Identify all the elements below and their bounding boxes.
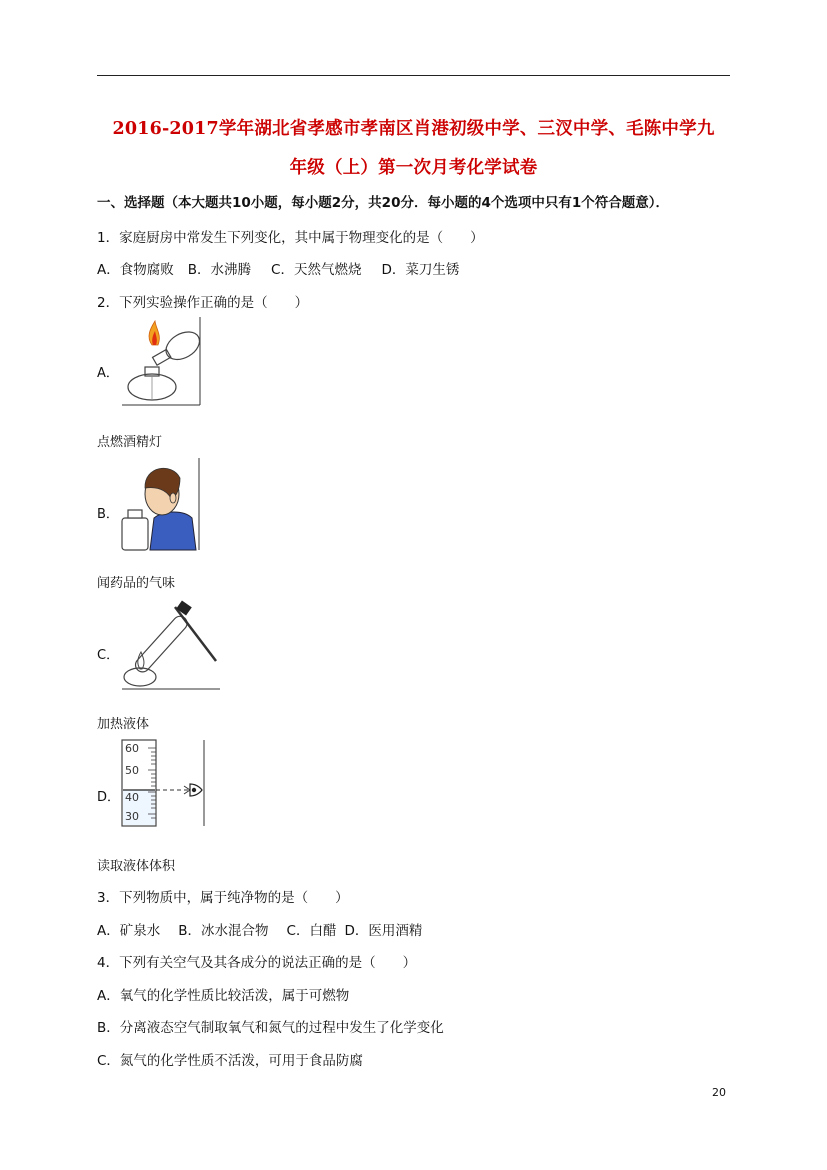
- heating-liquid-figure: [120, 597, 222, 691]
- header-rule: [97, 75, 730, 76]
- section-heading: 一、选择题（本大题共10小题，每小题2分，共20分．每小题的4个选项中只有1个符合题意）．: [97, 195, 670, 211]
- q1-option-d: D．菜刀生锈: [381, 262, 460, 278]
- q4-option-a: A．氧气的化学性质比较活泼，属于可燃物: [97, 988, 350, 1004]
- graduated-cylinder-figure: [120, 738, 208, 828]
- q3-option-d: D．医用酒精: [344, 923, 423, 939]
- scale-label-40: 40: [125, 791, 139, 804]
- q3-stem: 3．下列物质中，属于纯净物的是（ ）: [97, 890, 349, 906]
- scale-label-30: 30: [125, 810, 139, 823]
- scale-label-50: 50: [125, 764, 139, 777]
- q4-option-c: C．氮气的化学性质不活泼，可用于食品防腐: [97, 1053, 363, 1069]
- q1-option-b: B．水沸腾: [187, 262, 252, 278]
- q2-b-label: B．: [97, 507, 119, 522]
- q1-option-a: A．食物腐败: [97, 262, 174, 278]
- q2-c-label: C．: [97, 648, 120, 663]
- q2-c-caption: 加热液体: [97, 717, 150, 732]
- alcohol-lamp-lighting-figure: [120, 315, 202, 407]
- page-number: 20: [712, 1086, 726, 1099]
- q3-options: [97, 919, 422, 939]
- document-title-line2: 年级（上）第一次月考化学试卷: [289, 158, 538, 178]
- q2-a-caption: 点燃酒精灯: [97, 435, 163, 450]
- q2-a-label: A．: [97, 366, 119, 381]
- q3-option-c: C．白醋: [286, 923, 337, 939]
- q4-option-b: B．分离液态空气制取氧气和氮气的过程中发生了化学变化: [97, 1020, 444, 1036]
- document-title-line1: 2016-2017学年湖北省孝感市孝南区肖港初级中学、三汊中学、毛陈中学九: [112, 119, 715, 139]
- q1-stem: 1．家庭厨房中常发生下列变化，其中属于物理变化的是（ ）: [97, 230, 484, 246]
- q2-d-caption: 读取液体体积: [97, 859, 176, 874]
- scale-label-60: 60: [125, 742, 139, 755]
- q1-option-c: C．天然气燃烧: [271, 262, 362, 278]
- q2-stem: 2．下列实验操作正确的是（ ）: [97, 295, 309, 311]
- smelling-chemicals-figure: [120, 456, 202, 552]
- q3-option-b: B．冰水混合物: [178, 923, 269, 939]
- q2-b-caption: 闻药品的气味: [97, 576, 176, 591]
- q3-option-a: A．矿泉水: [97, 923, 161, 939]
- q2-d-label: D．: [97, 790, 121, 805]
- q4-stem: 4．下列有关空气及其各成分的说法正确的是（ ）: [97, 955, 417, 971]
- q1-options: [97, 258, 459, 278]
